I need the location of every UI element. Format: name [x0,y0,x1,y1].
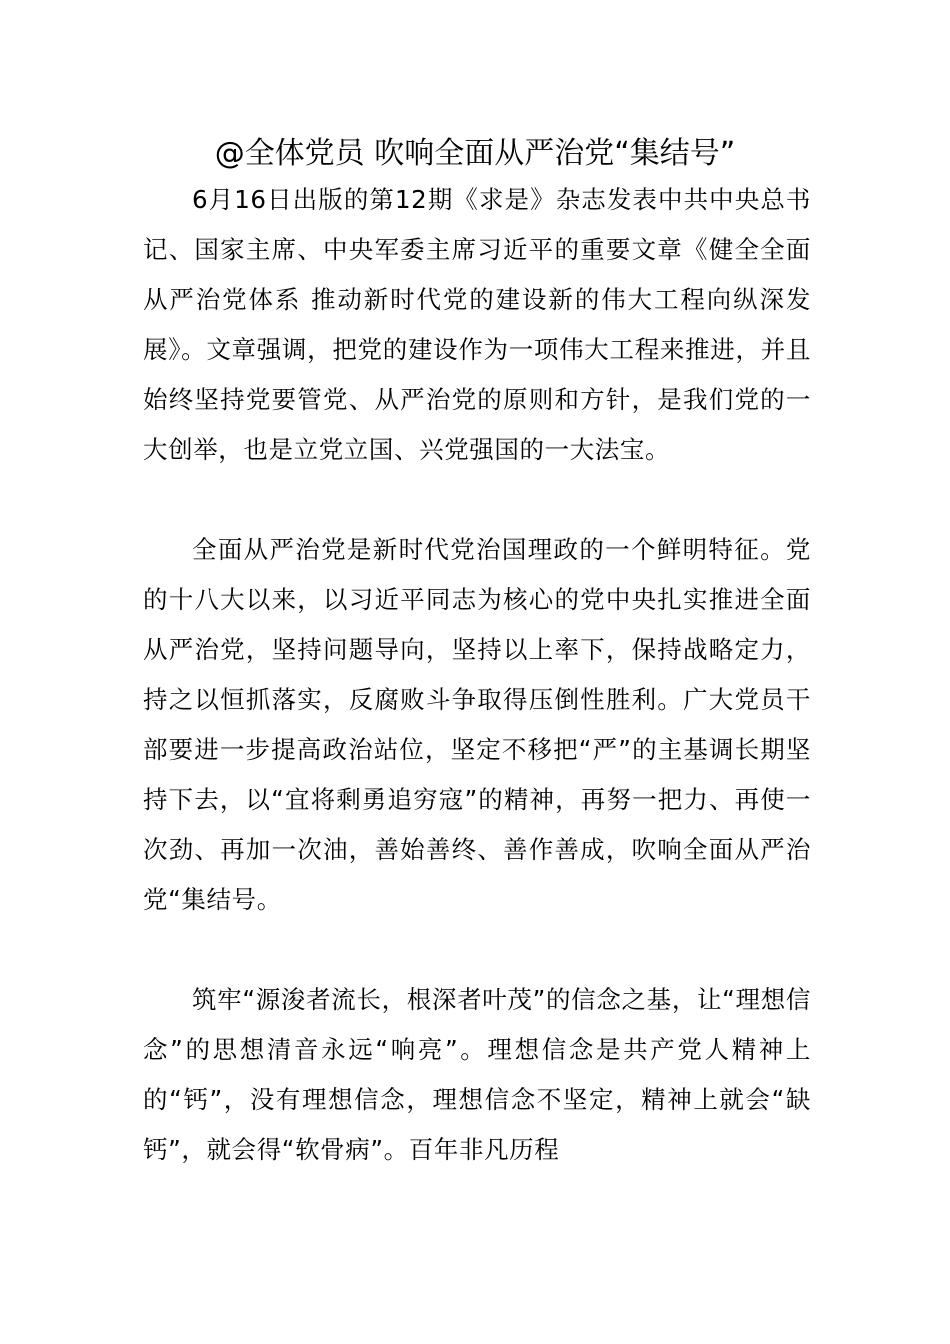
document-title: @全体党员 吹响全面从严治党“集结号” [214,136,736,171]
paragraph: 全面从严治党是新时代党治国理政的一个鲜明特征。党的十八大以来，以习近平同志为核心的党中央扎实推进全面从严治党，坚持问题导向，坚持以上率下，保持战略定力，持之以恒抓落实，反腐败斗争取得压倒性胜利。广大党员干部要进一步提高政治站位，坚定不移把“严”的主基调长期坚持下去，以“宜将剩勇追穷寇”的精神，再努一把力、再使一次劲、再加一次油，善始善终、善作善成，吹响全面从严治党“集结号。 [143,535,811,914]
document-body [143,175,811,1175]
paragraph: 6月16日出版的第12期《求是》杂志发表中共中央总书记、国家主席、中央军委主席习近平的重要文章《健全全面从严治党体系 推动新时代党的建设新的伟大工程向纵深发展》。文章强调，把党的建设作为一项伟大工程来推进，并且始终坚持党要管党、从严治党的原则和方针，是我们党的一大创举，也是立党立国、兴党强国的一大法宝。 [143,185,811,464]
paragraph: 筑牢“源浚者流长，根深者叶茂”的信念之基，让“理想信念”的思想清音永远“响亮”。理想信念是共产党人精神上的“钙”，没有理想信念，理想信念不坚定，精神上就会“缺钙”，就会得“软骨病”。百年非凡历程 [143,985,811,1164]
